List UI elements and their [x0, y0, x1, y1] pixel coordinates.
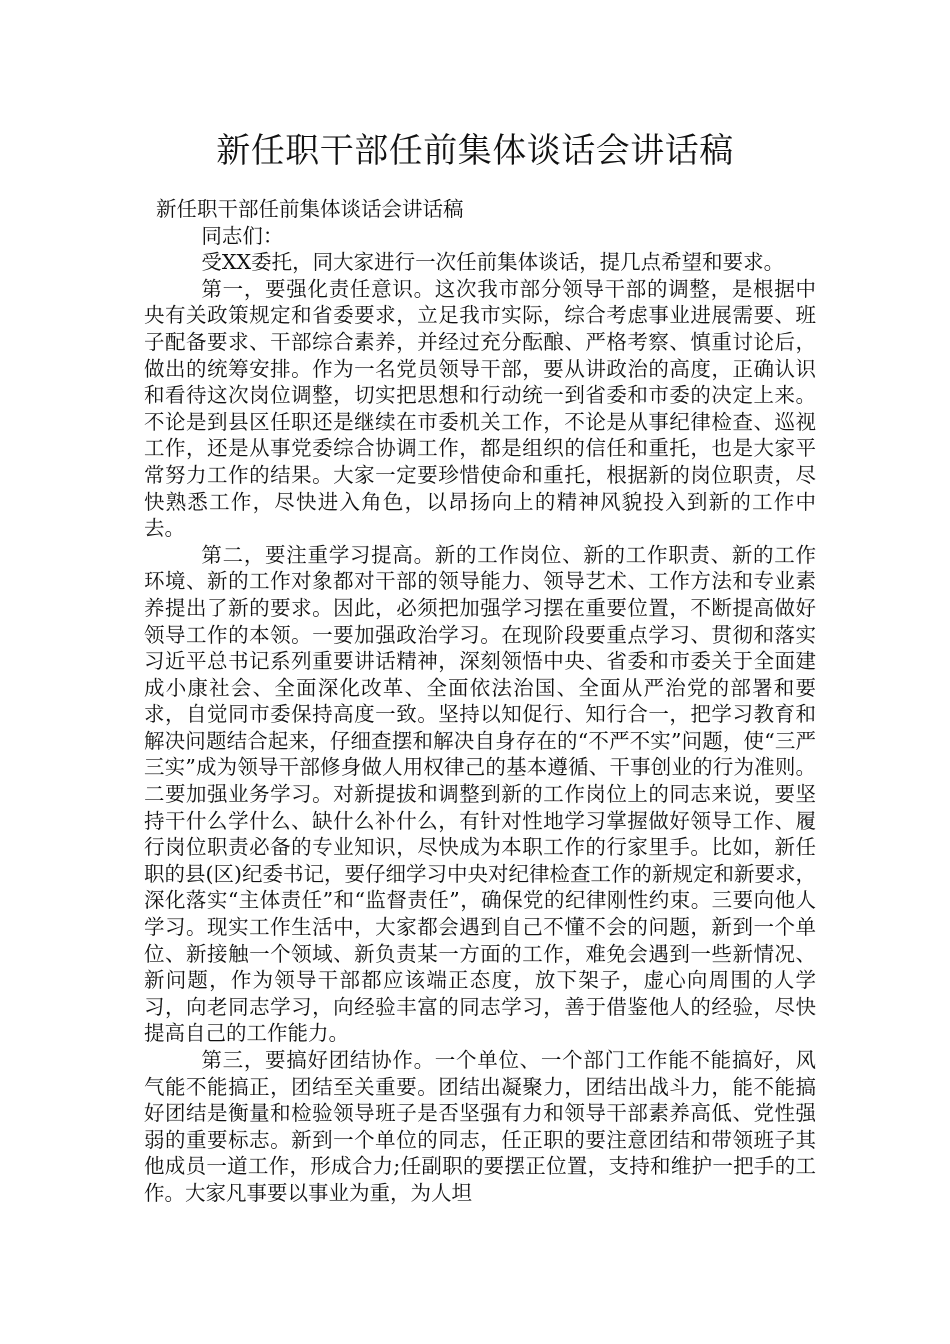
salutation: 同志们： — [201, 223, 284, 248]
paragraph-second-point: 第二，要注重学习提高。新的工作岗位、新的工作职责、新的工作环境、新的工作对象都对干部的领导能力、领导艺术、工作方法和专业素养提出了新的要求。因此，必须把加强学习摆在重要位置，不断提高做好领导工作的本领。一要加强政治学习。在现阶段要重点学习、贯彻和落实习近平总书记系列重要讲话精神，深刻领悟中央、省委和市委关于全面建成小康社会、全面深化改革、全面依法治国、全面从严治党的部署和要求，自觉同市委保持高度一致。坚持以知促行、知行合一，把学习教育和解决问题结合起来，仔细查摆和解决自身存在的“不严不实”问题，使“三严三实”成为领导干部修身做人用权律己的基本遵循、干事创业的行为准则。二要加强业务学习。对新提拔和调整到新的工作岗位上的同志来说，要坚持干什么学什么、缺什么补什么，有针对性地学习掌握做好领导工作、履行岗位职责必备的专业知识，尽快成为本职工作的行家里手。比如，新任职的县(区)纪委书记，要仔细学习中央对纪律检查工作的新规定和新要求，深化落实“主体责任”和“监督责任”，确保党的纪律刚性约束。三要向他人学习。现实工作生活中，大家都会遇到自己不懂不会的问题，新到一个单位、新接触一个领域、新负责某一方面的工作，难免会遇到一些新情况、新问题，作为领导干部都应该端正态度，放下架子，虚心向周围的人学习，向老同志学习，向经验丰富的同志学习，善于借鉴他人的经验，尽快提高自己的工作能力。 — [144, 542, 816, 1046]
document-body — [144, 196, 816, 1207]
paragraph-intro: 受XX委托，同大家进行一次任前集体谈话，提几点希望和要求。 — [201, 250, 785, 275]
paragraph-first-point: 第一，要强化责任意识。这次我市部分领导干部的调整，是根据中央有关政策规定和省委要求，立足我市实际，综合考虑事业进展需要、班子配备要求、干部综合素养，并经过充分酝酿、严格考察、慎重讨论后，做出的统筹安排。作为一名党员领导干部，要从讲政治的高度，正确认识和看待这次岗位调整，切实把思想和行动统一到省委和市委的决定上来。不论是到县区任职还是继续在市委机关工作，不论是从事纪律检查、巡视工作，还是从事党委综合协调工作，都是组织的信任和重托，也是大家平常努力工作的结果。大家一定要珍惜使命和重托，根据新的岗位职责，尽快熟悉工作，尽快进入角色，以昂扬向上的精神风貌投入到新的工作中去。 — [144, 276, 816, 541]
paragraph-third-point: 第三，要搞好团结协作。一个单位、一个部门工作能不能搞好，风气能不能搞正，团结至关重要。团结出凝聚力，团结出战斗力，能不能搞好团结是衡量和检验领导班子是否坚强有力和领导干部素养高低、党性强弱的重要标志。新到一个单位的同志，任正职的要注意团结和带领班子其他成员一道工作，形成合力;任副职的要摆正位置，支持和维护一把手的工作。大家凡事要以事业为重，为人坦 — [144, 1048, 816, 1205]
document-title: 新任职干部任前集体谈话会讲话稿 — [216, 131, 734, 171]
document-subtitle: 新任职干部任前集体谈话会讲话稿 — [156, 197, 464, 221]
